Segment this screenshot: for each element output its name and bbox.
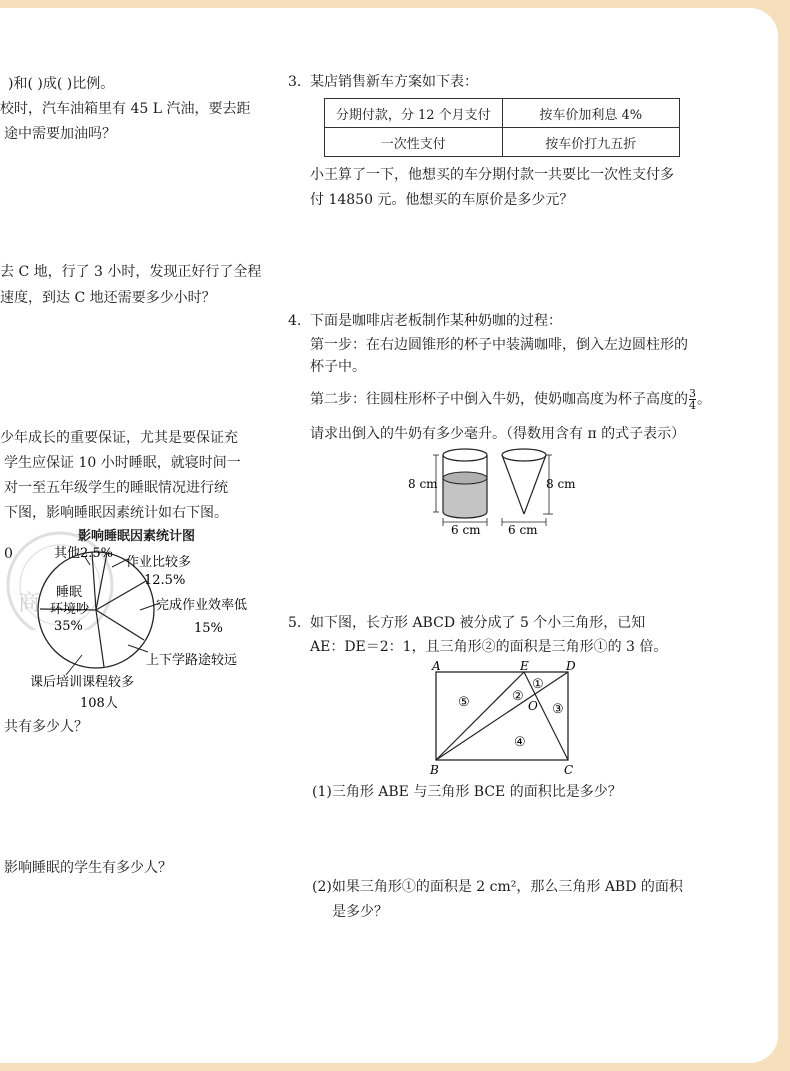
chart-title: 影响睡眠因素统计图 [78, 529, 196, 544]
question-text: 付 14850 元。他想买的车原价是多少元？ [310, 192, 574, 208]
vertex-label: O [528, 699, 538, 713]
left-text-line: 学生应保证 10 小时睡眠，就寝时间一 [4, 455, 241, 471]
pie-divider [96, 610, 144, 640]
slice-label-training-count: 108人 [80, 696, 118, 711]
watermark-glyph: 商 [18, 591, 41, 616]
question-text: 第一步：在右边圆锥形的杯子中装满咖啡，倒入左边圆柱形的 [310, 337, 688, 353]
pie-leader [128, 645, 148, 652]
vertex-label: A [432, 659, 441, 673]
dim-label: 6 cm [451, 523, 481, 537]
question-number: 3. [288, 74, 302, 90]
left-text-line: 校时，汽车油箱里有 45 L 汽油，要去距 [0, 101, 251, 117]
slice-label-other: 其他2.5% [54, 546, 114, 561]
slice-label-env: 环境吵 [50, 602, 90, 617]
question-number: 4. [288, 313, 302, 329]
left-text-line: 去 C 地，行了 3 小时，发现正好行了全程 [0, 264, 262, 280]
table-cell: 分期付款，分 12 个月支付 [325, 99, 503, 128]
question-number: 5. [288, 615, 302, 631]
vertex-label: E [520, 659, 529, 673]
question-text: AE：DE＝2：1，且三角形②的面积是三角形①的 3 倍。 [310, 639, 668, 655]
left-text-line: 途中需要加油吗？ [4, 126, 116, 142]
pie-divider [96, 553, 107, 610]
sub-question: (1)三角形 ABE 与三角形 BCE 的面积比是多少？ [312, 784, 622, 800]
pie-divider [96, 581, 146, 610]
table-cell: 按车价打九五折 [502, 128, 680, 157]
left-text-line: )和( )成( )比例。 [8, 76, 115, 92]
step2-text: 第二步：往圆柱形杯子中倒入牛奶，使奶咖高度为杯子高度的 [310, 391, 688, 408]
left-text-line: 影响睡眠的学生有多少人？ [4, 860, 172, 876]
dim-label: 6 cm [508, 523, 538, 537]
question-text: 小王算了一下，他想买的车分期付款一共要比一次性支付多 [310, 167, 674, 183]
vertex-label: C [564, 763, 574, 777]
left-text-line: 对一至五年级学生的睡眠情况进行统 [4, 480, 228, 496]
left-text-line: 0 [4, 546, 13, 562]
table-row [325, 128, 680, 157]
slice-label-env: 睡眠 [56, 585, 83, 600]
vertex-label: D [566, 659, 576, 673]
cup-figure [406, 446, 586, 540]
dim-label: 8 cm [546, 477, 576, 491]
region-label: ① [532, 677, 544, 692]
question-text: 请求出倒入的牛奶有多少毫升。（得数用含有 π 的式子表示） [310, 426, 686, 442]
slice-label-efficiency-pct: 15% [194, 621, 223, 636]
sub-question: 是多少？ [332, 904, 388, 920]
fraction: $\frac{3}{4}$ [689, 387, 696, 412]
left-text-line: 少年成长的重要保证，尤其是要保证充 [0, 430, 238, 446]
slice-label-homework-pct: 12.5% [144, 573, 186, 588]
vertex-label: B [430, 763, 439, 777]
payment-plan-table [324, 98, 680, 157]
pie-chart [30, 545, 280, 715]
region-label: ② [512, 689, 524, 704]
region-label: ③ [552, 702, 564, 717]
question-stem: 下面是咖啡店老板制作某种奶咖的过程： [310, 313, 562, 329]
left-text-line: 下图，影响睡眠因素统计如右下图。 [4, 505, 228, 521]
question-stem: 某店销售新车方案如下表： [310, 74, 478, 90]
left-text-line: 共有多少人？ [4, 719, 88, 735]
slice-label-efficiency: 完成作业效率低 [156, 598, 248, 613]
question-text: 第二步：往圆柱形杯子中倒入牛奶，使奶咖高度为杯子高度的 $\frac{3}{4}$ 。 [310, 387, 711, 412]
left-text-line: 速度，到达 C 地还需要多少小时？ [0, 290, 216, 306]
pie-divider [96, 610, 104, 667]
question-text: 杯子中。 [310, 359, 366, 375]
slice-label-training: 课后培训课程较多 [30, 675, 135, 690]
table-row [325, 99, 680, 128]
slice-label-commute: 上下学路途较远 [146, 653, 238, 668]
sub-question: (2)如果三角形①的面积是 2 cm²，那么三角形 ABD 的面积 [312, 879, 683, 895]
question-text: 如下图，长方形 ABCD 被分成了 5 个小三角形，已知 [310, 615, 646, 631]
region-label: ⑤ [458, 695, 470, 710]
table-cell: 按车价加利息 4% [502, 99, 680, 128]
table-cell: 一次性支付 [325, 128, 503, 157]
region-label: ④ [514, 735, 526, 750]
slice-label-homework: 作业比较多 [126, 555, 192, 570]
rectangle-figure [422, 658, 592, 780]
slice-label-env-pct: 35% [54, 619, 83, 634]
dim-label: 8 cm [408, 477, 438, 491]
